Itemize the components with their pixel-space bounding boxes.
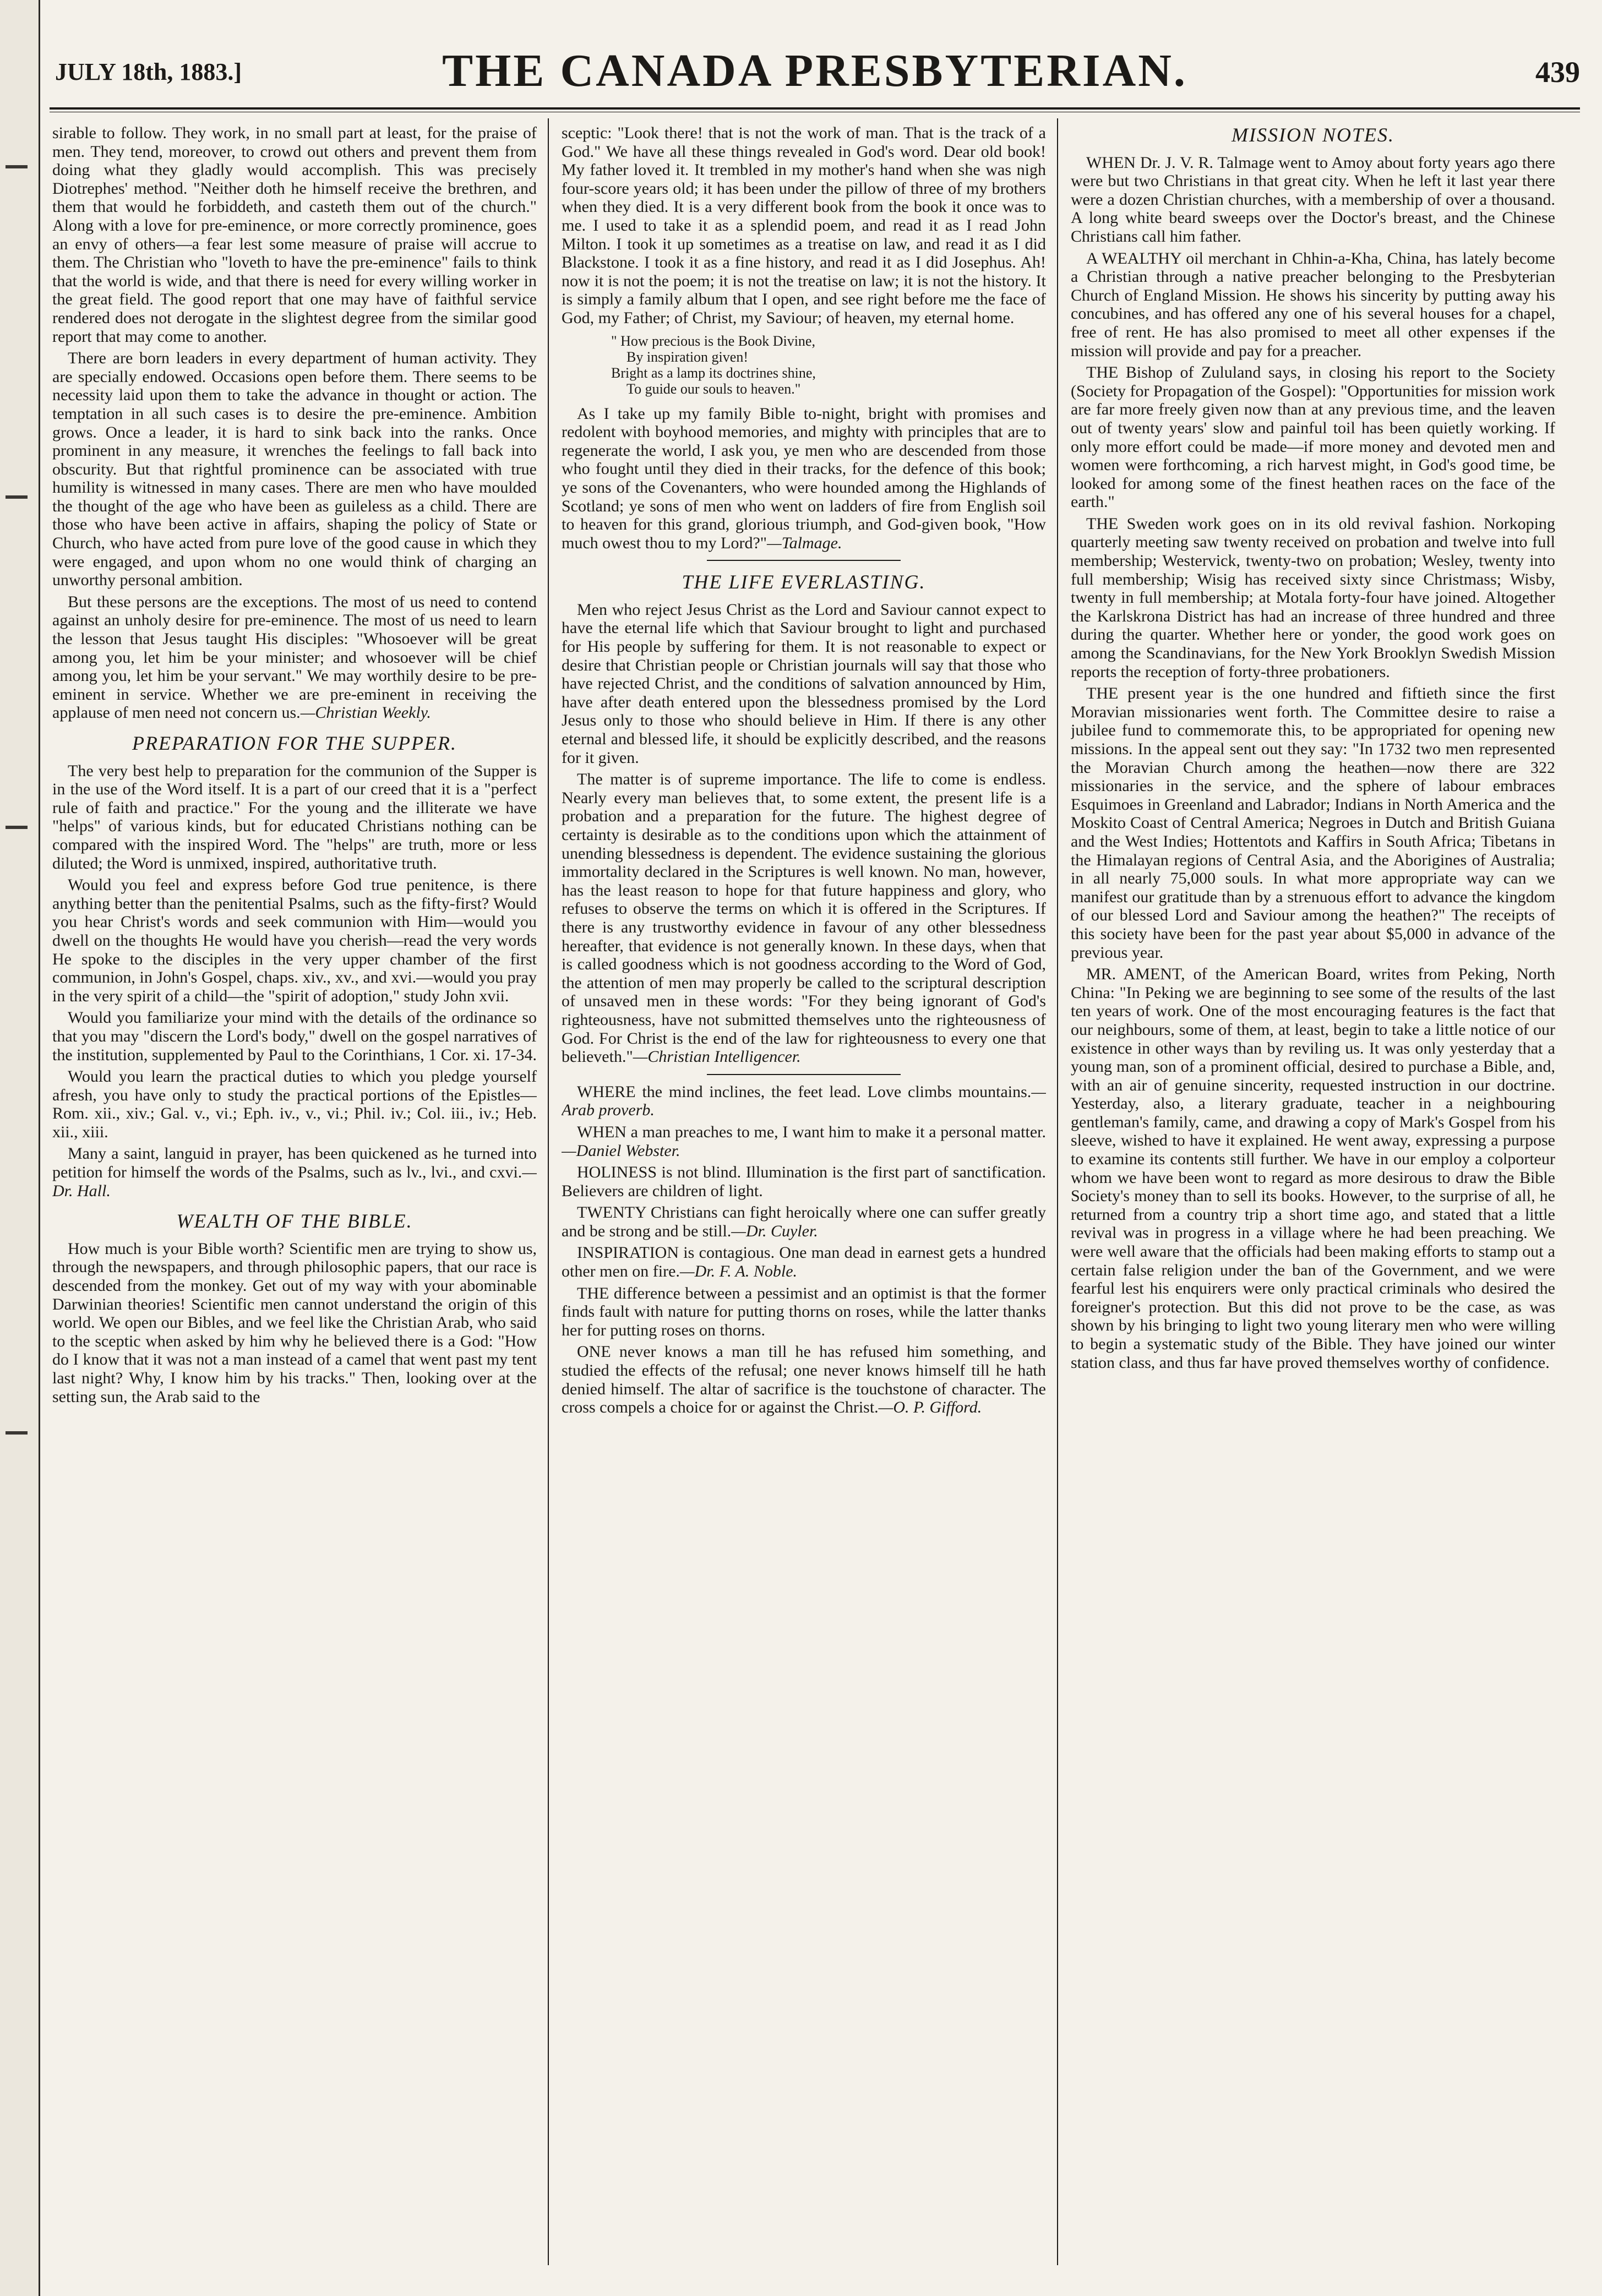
article-heading: THE LIFE EVERLASTING.	[682, 571, 926, 593]
paragraph: WHEN Dr. J. V. R. Talmage went to Amoy about forty years ago there were but two Christians in that great city. When he left it last year there were a dozen Christian churches, with a membership of over a thousand. A long white beard sweeps over the Doctor's breast, and the Chinese Christians call him father.	[1071, 153, 1555, 246]
attribution: —O. P. Gifford.	[878, 1398, 982, 1417]
column-rule	[1057, 118, 1058, 2265]
margin-mark	[6, 165, 28, 168]
quotation: TWENTY Christians can fight heroically where one can suffer greatly and be strong and be still.—Dr. Cuyler.	[562, 1203, 1046, 1240]
column-3	[1071, 124, 1555, 2271]
paragraph: Men who reject Jesus Christ as the Lord and Saviour cannot expect to have the eternal life which that Saviour brought to light and purchased for His people by suffering for them. It is not reasonable to expect or desire that Christian people or Christian journals will say that those who have rejected Christ, and the conditions of salvation announced by Him, have after death entered upon the blessedness promised by the Lord Jesus only to those who should believe in Him. If there is any other eternal and blessed life, it should be explicitly described, and the reasons for it given.	[562, 600, 1046, 767]
article-heading: PREPARATION FOR THE SUPPER.	[132, 732, 457, 754]
margin-mark	[6, 826, 28, 829]
paragraph: The very best help to preparation for the communion of the Supper is in the use of the Word itself. It is a part of our creed that it is a "perfect rule of faith and practice." For the young and the illiterate we have "helps" of various kinds, but for educated Christians nothing can be compared with the inspired Word. The "helps" are truth, more or less diluted; the Word is unmixed, inspired, authoritative truth.	[52, 761, 537, 872]
attribution: —Dr. Cuyler.	[731, 1221, 818, 1240]
verse-quote	[611, 333, 1046, 397]
column-rule	[548, 118, 549, 2265]
quotation: HOLINESS is not blind. Illumination is the first part of sanctification. Believers are children of light.	[562, 1163, 1046, 1200]
column-2	[562, 124, 1046, 2271]
paragraph: MR. AMENT, of the American Board, writes from Peking, North China: "In Peking we are beginning to see some of the results of the last ten years of work. One of the most encouraging features is the fact that our neighbours, some of them, at least, begin to take a little notice of our existence in other ways than by reviling us. It was only yesterday that a young man, son of a prominent official, desired to purchase a Bible, and, with an air of genuine sincerity, requested instruction in our doctrine. Yesterday, also, a literary graduate, teacher in a neighbouring gentleman's family, came, and drawing a copy of Mark's Gospel from his sleeve, wished to have it explained. He went away, expressing a purpose to examine its contents still further. We have in our employ a colporteur whom we have been wont to regard as more desirous to draw the Bible Society's money than to sell its books. However, to the surprise of all, he returned from a country trip a short time ago, and stated that a little revival was in progress in a village where he had been preaching. We were well aware that the officials had been making efforts to stamp out a certain false religion under the ban of the Government, and we were fearful lest his enquirers were only practical criminals who desired the foreigner's protection. But this did not prove to be the case, as was shown by his bringing to light two young literary men who were willing to begin a systematic study of the Bible. They have joined our winter station class, and thus far have proved themselves worthy of confidence.	[1071, 965, 1555, 1372]
binding-margin	[0, 0, 40, 2296]
paragraph: Would you learn the practical duties to which you pledge yourself afresh, you have only to study the practical portions of the Epistles—Rom. xii., xiv.; Gal. v., vi.; Eph. iv., v., vi.; Phil. iv.; Col. iii., iv.; Heb. xii., xiii.	[52, 1067, 537, 1141]
attribution: —Dr. F. A. Noble.	[679, 1262, 798, 1281]
verse-line: To guide our souls to heaven."	[626, 380, 801, 397]
quotation: WHERE the mind inclines, the feet lead. Love climbs mountains.—Arab proverb.	[562, 1082, 1046, 1120]
section-divider	[707, 1074, 901, 1075]
paragraph: The matter is of supreme importance. The life to come is endless. Nearly every man believes that, to some extent, the present life is a probation and a preparation for the future. The highest degree of certainty is desirable as to the conditions upon which the attainment of unending blessedness is dependent. The evidence sustaining the glorious immortality declared in the Scriptures is well known. No man, however, has the least reason to hope for that future happiness and glory, who refuses to observe the terms on which it is offered in the Scriptures. If there is any trustworthy evidence in favour of any other blessedness hereafter, that evidence is not generally known. In these days, when that is called goodness which is not goodness according to the Word of God, the attention of men may properly be called to the scriptural description of unsaved men in these words: "For they being ignorant of God's righteousness, have not submitted themselves unto the righteousness of God. For Christ is the end of the law for righteousness to every one that believeth."—Christian Intelligencer.	[562, 770, 1046, 1066]
margin-mark	[6, 495, 28, 499]
section-divider	[707, 560, 901, 561]
column-1	[52, 124, 537, 2271]
paragraph: A WEALTHY oil merchant in Chhin-a-Kha, China, has lately become a Christian through a native preacher belonging to the Presbyterian Church of England Mission. He shows his sincerity by putting away his concubines, and has offered any one of his several houses for a chapel, free of rent. He has also promised to meet all other expenses if the mission will provide and pay for a preacher.	[1071, 249, 1555, 360]
paragraph: sceptic: "Look there! that is not the work of man. That is the track of a God." We have all these things revealed in God's word. Dear old book! My father loved it. It trembled in my mother's hand when she was nigh four-score years old; it has been under the pillow of three of my brothers when they died. It is a very different book from the book it once was to me. I used to take it as a splendid poem, and read it as I read John Milton. I took it up sometimes as a treatise on law, and read it as I did Blackstone. I took it as a fine history, and read it as I did Josephus. Ah! now it is not the poem; it is not the treatise on law; it is not the history. It is simply a family album that I open, and see right before me the face of God, my Father; of Christ, my Saviour; of heaven, my eternal home.	[562, 124, 1046, 327]
attribution: —Dr. Hall.	[52, 1163, 537, 1200]
attribution: —Arab proverb.	[562, 1082, 1046, 1120]
verse-line: " How precious is the Book Divine,	[611, 332, 815, 349]
paragraph: THE Sweden work goes on in its old revival fashion. Norkoping quarterly meeting saw twenty received on probation and twelve into full membership; Westervick, twenty-two on probation; Wesley, twenty into full membership; Wisig has received sixty since Christmass; Wisby, twenty in full membership; at Motala forty-four have joined. Altogether the Karlskrona District has had an increase of three hundred and three during the quarter. Whether here or yonder, the good work goes on among the Scandinavians, for the New York Brooklyn Swedish Mission reports the reception of forty-three probationers.	[1071, 514, 1555, 681]
article-heading: WEALTH OF THE BIBLE.	[176, 1210, 413, 1232]
quotation: THE difference between a pessimist and an optimist is that the former finds fault with nature for putting thorns on roses, while the latter thanks her for putting roses on thorns.	[562, 1284, 1046, 1339]
quotation: WHEN a man preaches to me, I want him to make it a personal matter.—Daniel Webster.	[562, 1122, 1046, 1160]
page-header	[50, 22, 1580, 105]
quotation: INSPIRATION is contagious. One man dead in earnest gets a hundred other men on fire.—Dr. F. A. Noble.	[562, 1244, 1046, 1281]
margin-mark	[6, 1431, 28, 1435]
paragraph: THE Bishop of Zululand says, in closing his report to the Society (Society for Propagation of the Gospel): "Opportunities for mission work are far more freely given now than at any previous time, and the leaven out of twenty years' slow and painful toil has been quietly working. If only more effort could be made—if more money and devoted men and women were forthcoming, a rich harvest might, in God's good time, be looked for among some of the finest heathen races on the face of the earth."	[1071, 363, 1555, 511]
paragraph: There are born leaders in every department of human activity. They are specially endowed. Occasions open before them. There seems to be necessity laid upon them to take the advance in thought or action. The temptation in all such cases is to desire the pre-eminence. Ambition grows. Once a leader, it is hard to sink back into the ranks. Once prominent in any measure, it wrenches the feelings to fall back into obscurity. But that rightful prominence can be associated with true humility is witnessed in many cases. There are men who have moulded the thought of the age who have been as guileless as a child. There are those who have been active in affairs, shaping the policy of State or Church, who have acted from pure love of the good cause in which they were engaged, and upon whom no one would think of charging an unworthy personal ambition.	[52, 349, 537, 590]
attribution: —Christian Intelligencer.	[633, 1048, 801, 1066]
paragraph: As I take up my family Bible to-night, bright with promises and redolent with boyhood memories, and mighty with principles that are to regenerate the world, I ask you, ye men who are descended from those who fought until they died in their tracks, for the defence of this book; ye sons of the Covenanters, who were hounded among the Highlands of Scotland; ye sons of men who went on ladders of fire from English soil to heaven for this grand, glorious triumph, and God-given book, "How much owest thou to my Lord?"—Talmage.	[562, 404, 1046, 552]
paragraph: THE present year is the one hundred and fiftieth since the first Moravian missionaries went forth. The Committee desire to raise a jubilee fund to commemorate this, to be appropriated for opening new missions. In the appeal sent out they say: "In 1732 two men represented the Moravian Church among the heathen—now there are 322 missionaries in the service, and the sphere of labour embraces Esquimoes in Greenland and Labrador; Indians in North America and the Moskito Coast of Central America; Negroes in Dutch and British Guiana and the West Indies; Hottentots and Kaffirs in South Africa; Tibetans in the Himalayan regions of Central Asia, and the Aborigines of Australia; in all nearly 75,000 souls. In what more appropriate way can we manifest our gratitude than by a strenuous effort to advance the kingdom of our blessed Lord and Saviour among the heathen?" The receipts of this society have been for the past year about $5,000 in advance of the previous year.	[1071, 684, 1555, 962]
verse-line: By inspiration given!	[626, 348, 748, 365]
issue-date: JULY 18th, 1883.]	[55, 58, 242, 85]
paragraph: sirable to follow. They work, in no small part at least, for the praise of men. They tend, moreover, to crowd out others and prevent them from doing what they gladly would accomplish. This was precisely Diotrephes' method. "Neither doth he himself receive the brethren, and them that would he forbiddeth, and casteth them out of the church." Along with a love for pre-eminence, or more correctly prominence, goes an envy of others—a fear lest some measure of praise will accrue to them. The Christian who "loveth to have the pre-eminence" fails to think that the world is wide, and that there is need for every willing worker in the great field. The good report that one may have of faithful service rendered does not derogate in the slightest degree from the similar good report that may come to another.	[52, 124, 537, 346]
masthead: THE CANADA PRESBYTERIAN.	[442, 45, 1187, 96]
paragraph: Would you feel and express before God true penitence, is there anything better than the penitential Psalms, such as the fifty-first? Would you hear Christ's words and seek communion with Him—would you dwell on the thoughts He would have you cherish—read the very words He spoke to the disciples in the very upper chamber of the first communion, in John's Gospel, chaps. xiv., xv., and xvi.—would you pray in the very spirit of a child—the "spirit of adoption," study John xvii.	[52, 876, 537, 1005]
paragraph: How much is your Bible worth? Scientific men are trying to show us, through the newspapers, and through philosophic papers, that our race is descended from the monkey. Get out of my way with your abominable Darwinian theories! Scientific men cannot understand the origin of this world. We open our Bibles, and we feel like the Christian Arab, who said to the sceptic when asked by him why he believed there is a God: "How do I know that it was not a man instead of a camel that went past my tent last night? Why, I know him by his tracks." Then, looking over at the setting sun, the Arab said to the	[52, 1239, 537, 1406]
header-rule	[50, 107, 1580, 110]
quotation: ONE never knows a man till he has refused him something, and studied the effects of the refusal; one never knows himself till he hath denied himself. The altar of sacrifice is the touchstone of character. The cross compels a choice for or against the Christ.—O. P. Gifford.	[562, 1343, 1046, 1417]
attribution: —Talmage.	[767, 533, 842, 552]
attribution: —Christian Weekly.	[300, 703, 431, 722]
paragraph: Would you familiarize your mind with the details of the ordinance so that you may "discern the Lord's body," dwell on the gospel narratives of the institution, supplemented by Paul to the Corinthians, 1 Cor. xi. 17-34.	[52, 1008, 537, 1064]
page-number: 439	[1535, 56, 1580, 89]
article-heading: MISSION NOTES.	[1232, 124, 1394, 146]
attribution: —Daniel Webster.	[562, 1141, 680, 1160]
verse-line: Bright as a lamp its doctrines shine,	[611, 364, 816, 381]
paragraph: Many a saint, languid in prayer, has been quickened as he turned into petition for himself the words of the Psalms, such as lv., lvi., and cxvi.—Dr. Hall.	[52, 1144, 537, 1200]
paragraph: But these persons are the exceptions. The most of us need to contend against an unholy desire for pre-eminence. The most of us need to learn the lesson that Jesus taught His disciples: "Whosoever will be great among you, let him be your minister; and whosoever will be chief among you, let him be your servant." We may worthily desire to be pre-eminent in service. Whether we are pre-eminent in receiving the applause of men need not concern us.—Christian Weekly.	[52, 592, 537, 722]
